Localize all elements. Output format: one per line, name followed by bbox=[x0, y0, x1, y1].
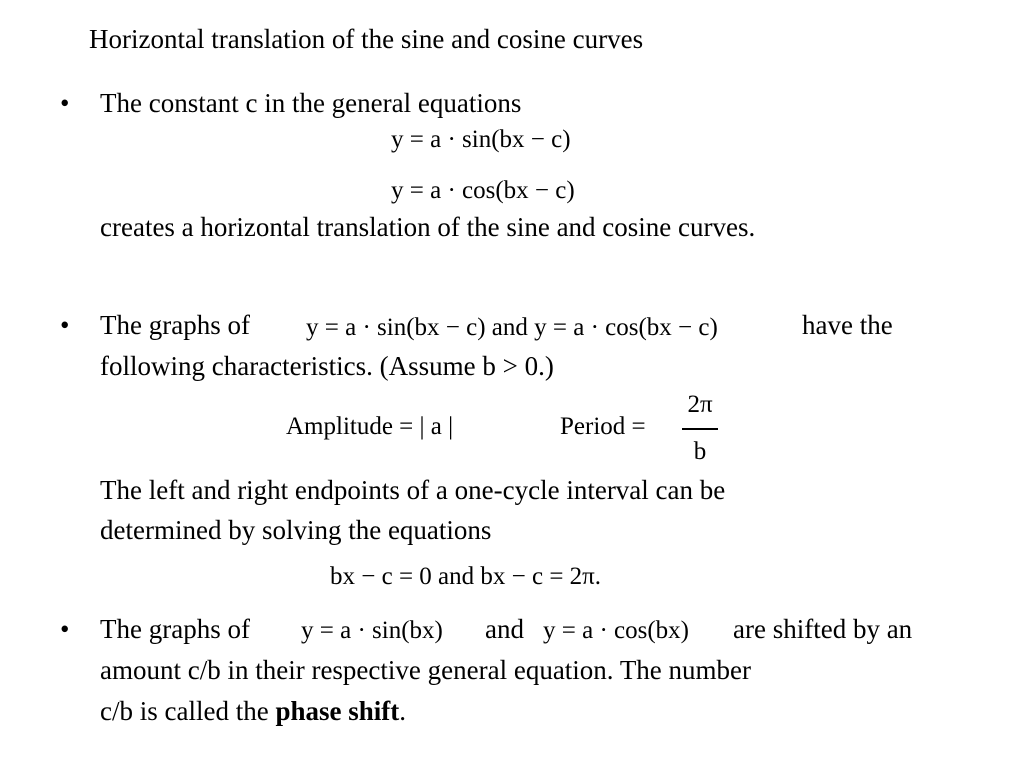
section3-line2: amount c/b in their respective general equation. The number bbox=[100, 655, 752, 685]
section3-line3-prefix: c/b is called the bbox=[100, 696, 269, 726]
equation-cosine-general: y = a · cos(bx − c) bbox=[391, 177, 575, 204]
period-label: Period = bbox=[560, 413, 646, 440]
inline-equations-sin-cos: y = a · sin(bx − c) and y = a · cos(bx − c) bbox=[306, 314, 718, 341]
slide-title: Horizontal translation of the sine and cosine curves bbox=[89, 24, 644, 54]
amplitude-formula: Amplitude = | a | bbox=[286, 413, 454, 440]
section1-outro: creates a horizontal translation of the sine and cosine curves. bbox=[100, 212, 756, 242]
section1-intro: The constant c in the general equations bbox=[100, 88, 522, 118]
equation-cosine-basic: y = a · cos(bx) bbox=[543, 617, 689, 644]
endpoints-text-line1: The left and right endpoints of a one-cycle interval can be bbox=[100, 475, 726, 505]
section2-line2: following characteristics. (Assume b > 0.) bbox=[100, 351, 554, 381]
section3-line3-suffix: . bbox=[399, 696, 406, 726]
section2-line1-suffix: have the bbox=[802, 310, 893, 340]
section3-line3 bbox=[100, 696, 406, 727]
fraction-bar bbox=[682, 428, 718, 430]
endpoints-equations: bx − c = 0 and bx − c = 2π. bbox=[330, 563, 602, 590]
section3-line1-prefix: The graphs of bbox=[100, 614, 250, 644]
bullet-marker: • bbox=[60, 310, 70, 340]
section3-line1-suffix: are shifted by an bbox=[733, 614, 913, 644]
phase-shift-term: phase shift bbox=[275, 696, 400, 726]
equation-sine-general: y = a · sin(bx − c) bbox=[391, 126, 571, 153]
section3-and: and bbox=[485, 614, 524, 644]
period-numerator: 2π bbox=[687, 391, 713, 418]
bullet-marker: • bbox=[60, 614, 70, 644]
section2-line1-prefix: The graphs of bbox=[100, 310, 250, 340]
equation-sine-basic: y = a · sin(bx) bbox=[301, 617, 443, 644]
endpoints-text-line2: determined by solving the equations bbox=[100, 515, 492, 545]
period-denominator: b bbox=[693, 438, 707, 465]
bullet-marker: • bbox=[60, 88, 70, 118]
